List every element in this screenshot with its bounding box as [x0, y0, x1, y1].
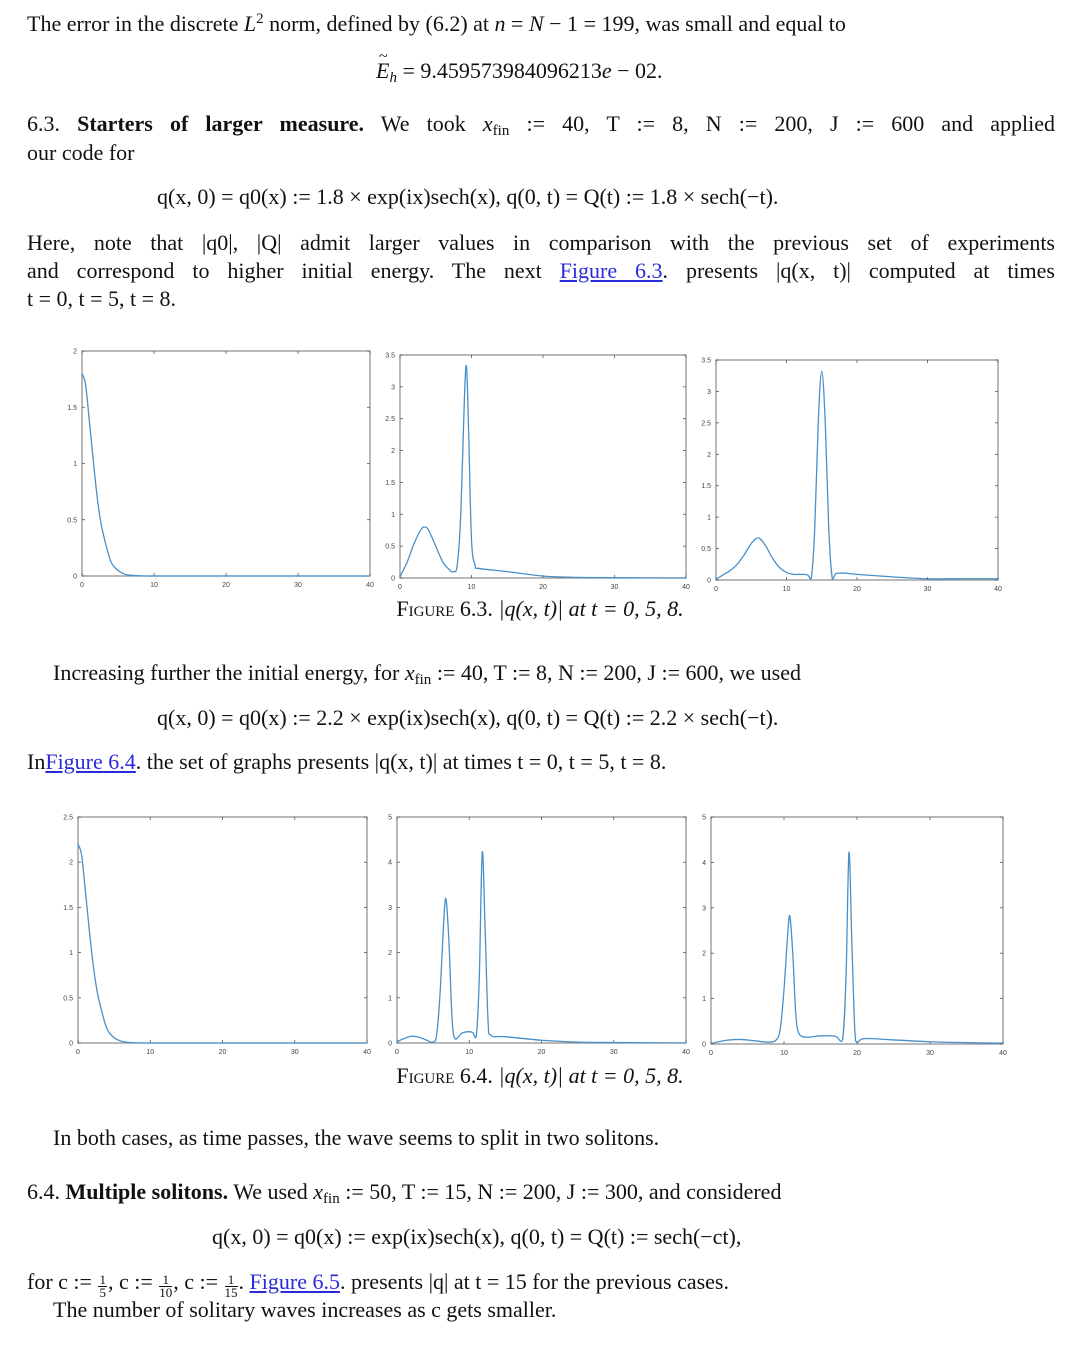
figure-6-4-plot-3: [702, 814, 1007, 1057]
figure-6-4-plot-2: [388, 814, 690, 1056]
x-tick-label: 30: [923, 586, 932, 593]
x-tick-label: 20: [537, 1049, 546, 1056]
section-title: Starters of larger measure.: [77, 111, 365, 136]
y-tick-label: 5: [388, 814, 392, 822]
x-tick-label: 0: [76, 1049, 80, 1056]
figure-6-5-link[interactable]: Figure 6.5: [249, 1269, 340, 1294]
caption-text: |q(x, t)| at t = 0, 5, 8.: [498, 596, 684, 621]
error-text-line: The error in the discrete $L^2$ norm, defined by (6.2) at n = N − 1 = 199, was small and equal to: [27, 11, 846, 36]
section-text: We took: [380, 111, 466, 136]
error-value: = 9.459573984096213: [402, 58, 602, 83]
increasing-params: := 40, T := 8, N := 200, J := 600, we used: [436, 660, 801, 685]
x-tick-label: 10: [782, 586, 791, 593]
plot-frame: [400, 355, 686, 578]
y-tick-label: 2.5: [701, 420, 711, 428]
section-params: := 40, T := 8, N := 200, J := 600 and applied: [526, 111, 1056, 136]
y-tick-label: 0: [69, 1040, 73, 1048]
plot-frame: [78, 817, 367, 1043]
figure-6-3-plot-1: [67, 348, 374, 589]
plot-frame: [397, 817, 686, 1043]
x-tick-label: 30: [610, 584, 619, 591]
y-tick-label: 2: [73, 348, 77, 356]
x-tick-label: 20: [218, 1049, 227, 1056]
x-tick-label: 10: [467, 584, 476, 591]
equation-6-4: q(x, 0) = q0(x) := 2.2 × exp(ix)sech(x), q(0, t) = Q(t) := 2.2 × sech(−t).: [157, 705, 779, 730]
x-tick-label: 40: [994, 586, 1002, 593]
section-6-4-heading-line: 6.4. Multiple solitons. We used $x_{fin}$ := 50, T := 15, N := 200, J := 300, and considered: [27, 1179, 782, 1207]
equation-6-5: q(x, 0) = q0(x) := exp(ix)sech(x), q(0, t) = Q(t) := sech(−ct),: [212, 1224, 742, 1249]
equation-6-3: q(x, 0) = q0(x) := 1.8 × exp(ix)sech(x), q(0, t) = Q(t) := 1.8 × sech(−t).: [157, 184, 779, 209]
note-line-3: t = 0, t = 5, t = 8.: [27, 286, 177, 311]
in-prefix: In: [27, 749, 46, 774]
figure-6-4-caption: [0, 1062, 1080, 1090]
for-c-line: for c := $\frac{1}{5}$ , c := $\frac{1}{10}$ , c := $\frac{1}{15}$ . Figure 6.5. presents |q| at t = 15 for the previous cases.: [27, 1269, 729, 1300]
error-cond-text: = 199, was small and equal to: [583, 11, 846, 36]
x-tick-label: 10: [146, 1049, 155, 1056]
x-tick-label: 0: [395, 1049, 399, 1056]
x-tick-label: 40: [366, 582, 374, 589]
fraction-1-15: $\frac{1}{15}$: [224, 1272, 238, 1300]
y-tick-label: 3: [707, 388, 711, 396]
y-tick-label: 1.5: [63, 904, 73, 912]
x-tick-label: 0: [709, 1050, 713, 1057]
x-tick-label: 40: [999, 1050, 1007, 1057]
y-tick-label: 0: [707, 577, 711, 585]
section-title: Multiple solitons.: [65, 1179, 229, 1204]
x-tick-label: 10: [780, 1050, 788, 1057]
in-figure-line: [27, 748, 666, 776]
caption-label: Figure 6.4.: [396, 1063, 493, 1088]
figure-6-3-plot-2: [385, 352, 690, 591]
y-tick-label: 2: [69, 859, 73, 867]
fraction-1-10: $\frac{1}{10}$: [159, 1272, 173, 1300]
y-tick-label: 2.5: [385, 416, 395, 424]
y-tick-label: 0.5: [67, 517, 77, 525]
x-tick-label: 30: [290, 1049, 299, 1056]
x-tick-label: 0: [398, 584, 402, 591]
y-tick-label: 2: [702, 950, 706, 958]
y-tick-label: 0.5: [385, 543, 395, 551]
both-cases-text: In both cases, as time passes, the wave seems to split in two solitons.: [53, 1125, 660, 1150]
y-tick-label: 5: [702, 814, 706, 822]
section-number: 6.4.: [27, 1179, 60, 1204]
rest-6-5: . presents |q| at t = 15 for the previous cases.: [339, 1269, 729, 1294]
figure-6-4-link[interactable]: Figure 6.4: [45, 749, 136, 774]
error-exp: e: [601, 58, 612, 83]
section-params: := 50, T := 15, N := 200, J := 300, and considered: [345, 1179, 782, 1204]
caption-text: |q(x, t)| at t = 0, 5, 8.: [498, 1063, 684, 1088]
y-tick-label: 2.5: [63, 814, 73, 822]
y-tick-label: 1: [69, 950, 73, 958]
plot-frame: [716, 360, 998, 580]
plot-frame: [82, 351, 370, 576]
x-tick-label: 20: [853, 586, 861, 593]
section-6-3-heading-line: 6.3. Starters of larger measure. We took $x_{fin}$ := 40, T := 8, N := 200, J := 600 and applied: [27, 111, 1056, 139]
y-tick-label: 3.5: [701, 357, 711, 365]
y-tick-label: 3.5: [385, 352, 395, 360]
x-tick-label: 0: [80, 582, 84, 589]
y-tick-label: 0: [391, 575, 395, 583]
y-tick-label: 0.5: [63, 995, 73, 1003]
error-norm-text: norm, defined by (6.2) at: [269, 11, 490, 36]
error-equation: ~ $E_h = 9.459573984096213e - 02$.: [376, 57, 663, 92]
note-line-2: [27, 257, 1055, 285]
section-text: We used: [233, 1179, 308, 1204]
y-tick-label: 3: [391, 384, 395, 392]
y-tick-label: 1: [707, 514, 711, 522]
c-text-2: , c :=: [107, 1269, 153, 1294]
x-tick-label: 40: [363, 1049, 371, 1056]
error-tail: − 02.: [617, 58, 663, 83]
section-cont-text: our code for: [27, 140, 135, 165]
figure-6-4-plot-1: [63, 814, 371, 1056]
x-tick-label: 30: [294, 582, 302, 589]
caption-label: Figure 6.3.: [396, 596, 493, 621]
y-tick-label: 1.5: [701, 483, 711, 491]
last-line: The number of solitary waves increases as c gets smaller.: [53, 1297, 557, 1322]
x-tick-label: 20: [853, 1050, 861, 1057]
x-tick-label: 10: [465, 1049, 474, 1056]
y-tick-label: 0: [702, 1041, 706, 1049]
error-text: The error in the discrete: [27, 11, 239, 36]
x-tick-label: 30: [609, 1049, 618, 1056]
note-text-a: and correspond to higher initial energy. The next: [27, 258, 542, 283]
y-tick-label: 4: [388, 859, 392, 867]
x-tick-label: 0: [714, 586, 718, 593]
fraction-1-5: $\frac{1}{5}$: [99, 1272, 106, 1300]
y-tick-label: 2: [388, 950, 392, 958]
y-tick-label: 0: [388, 1040, 392, 1048]
plot-frame: [711, 817, 1003, 1044]
y-tick-label: 1: [702, 996, 706, 1004]
y-tick-label: 1: [73, 461, 77, 468]
figure-6-3-caption: [0, 595, 1080, 623]
y-tick-label: 0: [73, 573, 77, 581]
note-line-1: Here, note that |q0|, |Q| admit larger values in comparison with the previous set of experiments: [27, 230, 1055, 255]
x-tick-label: 20: [222, 582, 230, 589]
y-tick-label: 3: [388, 904, 392, 912]
x-tick-label: 40: [682, 1049, 690, 1056]
y-tick-label: 4: [702, 859, 706, 867]
note-text-b: . presents |q(x, t)| computed at times: [662, 258, 1055, 283]
c-text-3: , c :=: [173, 1269, 219, 1294]
x-tick-label: 30: [926, 1050, 934, 1057]
y-tick-label: 1: [388, 995, 392, 1003]
x-tick-label: 20: [539, 584, 547, 591]
figure-6-3-link[interactable]: Figure 6.3: [559, 258, 663, 283]
y-tick-label: 0.5: [701, 546, 711, 554]
x-tick-label: 10: [150, 582, 158, 589]
for-c-text: for c :=: [27, 1269, 92, 1294]
y-tick-label: 3: [702, 905, 706, 913]
x-tick-label: 40: [682, 584, 690, 591]
section-number: 6.3.: [27, 111, 60, 136]
y-tick-label: 1.5: [67, 404, 77, 412]
increasing-line: Increasing further the initial energy, for $x_{fin}$ := 40, T := 8, N := 200, J := 600, we used: [53, 660, 801, 688]
in-rest: . the set of graphs presents |q(x, t)| at times t = 0, t = 5, t = 8.: [135, 749, 667, 774]
y-tick-label: 2: [707, 451, 711, 459]
figure-6-3-plot-3: [701, 357, 1002, 593]
increasing-prefix: Increasing further the initial energy, for: [53, 660, 400, 685]
y-tick-label: 2: [391, 448, 395, 456]
y-tick-label: 1: [391, 511, 395, 519]
y-tick-label: 1.5: [385, 479, 395, 487]
